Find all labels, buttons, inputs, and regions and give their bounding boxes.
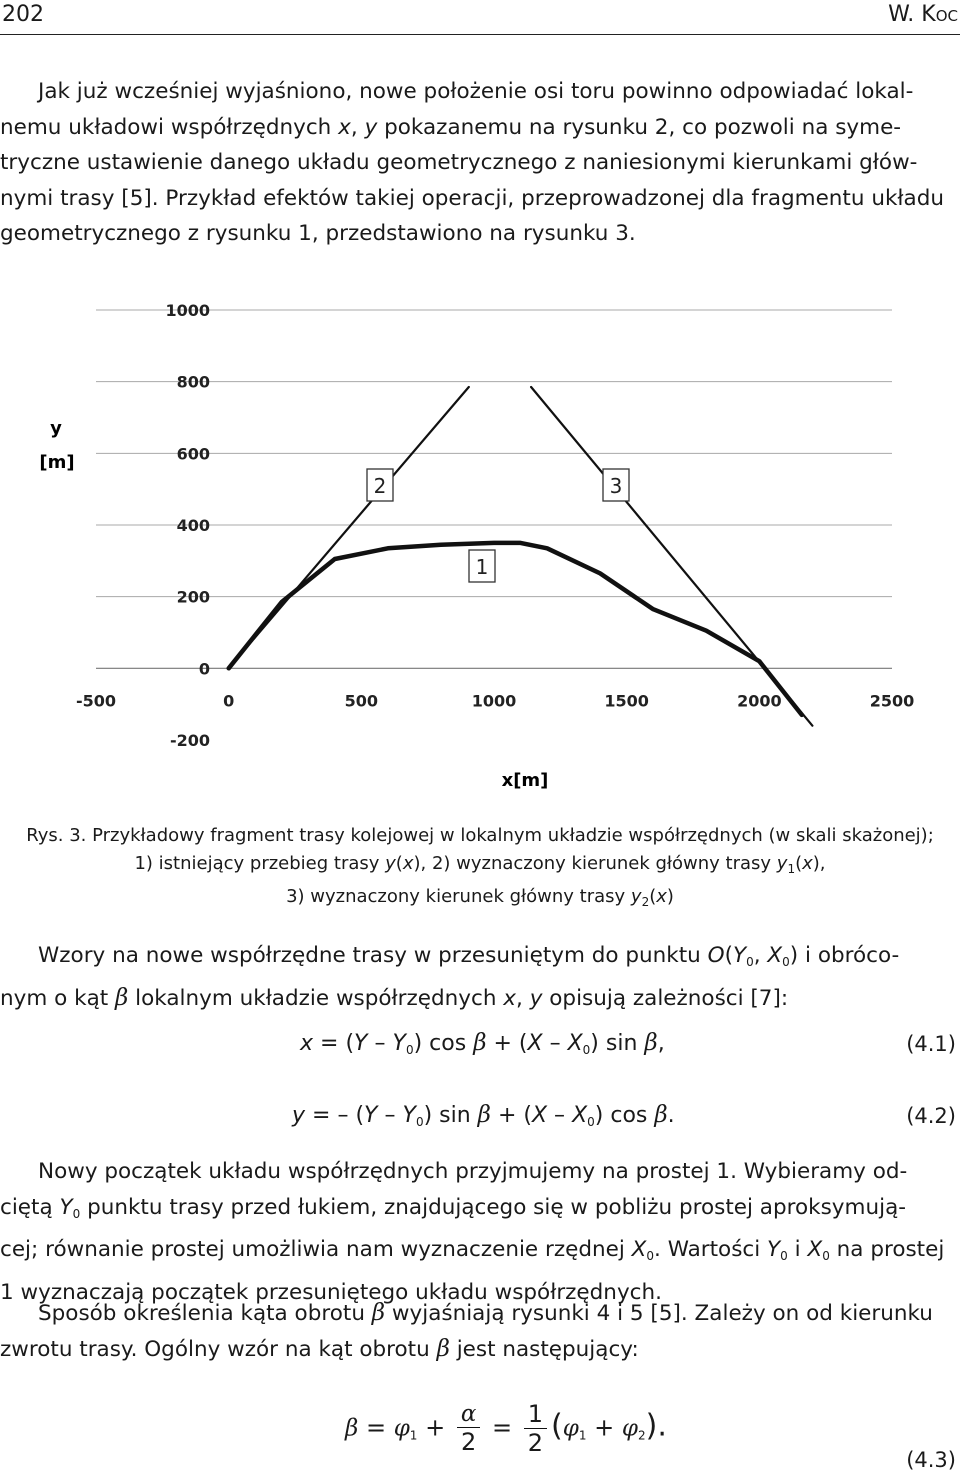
x-tick-label: 1500 [604,691,649,711]
y-tick-label: 200 [176,587,210,607]
series-label-2: 2 [373,474,387,498]
series-label-3: 3 [609,474,623,498]
series-lines [229,387,813,726]
grid-lines [96,310,892,668]
origin-paragraph: Nowy początek układu współrzędnych przyjmujemy na prostej 1. Wybieramy od- ciętą $Y_0$ punktu trasy przed łukiem, znajdującego się w pobliżu prostej aproksymują- cej; równanie prostej umożliwia nam wyznaczenie rzędnej $X_0$. Wartości $Y_0$ i $X_0$ na prostej 1 wyznaczają początek przesuniętego układu współrzędnych. [0,1159,945,1305]
y-tick-label: 1000 [165,301,210,320]
y-tick-label: 600 [176,444,210,464]
y-tick-label: 400 [176,516,210,535]
x-tick-label: 2500 [869,691,915,711]
equation-4-2-number: (4.2) [906,1104,956,1128]
figure-caption: Rys. 3. Przykładowy fragment trasy kolejowej w lokalnym układzie współrzędnych (w skali skażonej); 1) istniejący przebieg trasy y(x), 2) wyznaczony kierunek główny trasy $y_1(x)$, 3) wyznaczony kierunek główny trasy $y_2(x)$ [26,825,934,909]
equation-4-1-number: (4.1) [906,1032,956,1056]
x-tick-label: 500 [344,691,379,711]
running-author: W. Koc [888,2,958,27]
x-tick-label: 1000 [471,691,517,711]
y-axis-label-unit: [m] [39,452,75,473]
formulas-intro-paragraph: Wzory na nowe współrzędne trasy w przesuniętym do punktu $O(Y_0$, $X_0$) i obróco- nym o kąt β lokalnym układzie współrzędnych x, y opisują zależności [7]: [0,943,900,1011]
equation-4-3-number: (4.3) [906,1448,956,1472]
y-tick-label: 800 [176,372,210,392]
y-tick-label: 0 [198,659,210,679]
equation-4-3: $\beta = \varphi_1$ + $\frac{\alpha}{2}$ = $\frac{1}{2}$ $(\varphi_1 + \varphi_2)$. [345,1400,667,1457]
figure-3-chart [0,290,960,810]
equation-4-2: y = – $(Y - Y_0)$ $\sin \beta + (X - X_0)$ cos β. [292,1102,675,1129]
rotation-angle-paragraph: Sposób określenia kąta obrotu β wyjaśniają rysunki 4 i 5 [5]. Zależy on od kierunku zwrotu trasy. Ogólny wzór na kąt obrotu β jest następujący: [0,1300,933,1362]
series-label-1: 1 [475,555,489,579]
x-axis-label: x[m] [501,770,549,791]
series-line-2 [229,387,469,668]
x-tick-label: 2000 [737,691,782,711]
y-tick-label: -200 [169,731,210,750]
series-line-3 [531,387,812,726]
equation-4-1: $x = (Y - Y_0)$ $\cos \beta + (X - X_0)$ sin β, [300,1030,665,1057]
y-axis-label-y: y [50,418,62,439]
header-rule [0,34,960,35]
intro-paragraph: Jak już wcześniej wyjaśniono, nowe położenie osi toru powinno odpowiadać lokal- nemu układowi współrzędnych x, y pokazanemu na rysunku 2, co pozwoli na syme- tryczne ustawienie danego układu geometrycznego z naniesionymi kierunkami głów- nymi trasy [5]. Przykład efektów takiej operacji, przeprowadzonej dla fragmentu układu geometrycznego z rysunku 1, przedstawiono na rysunku 3. [0,79,944,247]
page-number: 202 [2,2,44,27]
x-tick-label: -500 [75,691,117,711]
page-header [0,0,960,36]
x-tick-label: 0 [223,691,235,711]
